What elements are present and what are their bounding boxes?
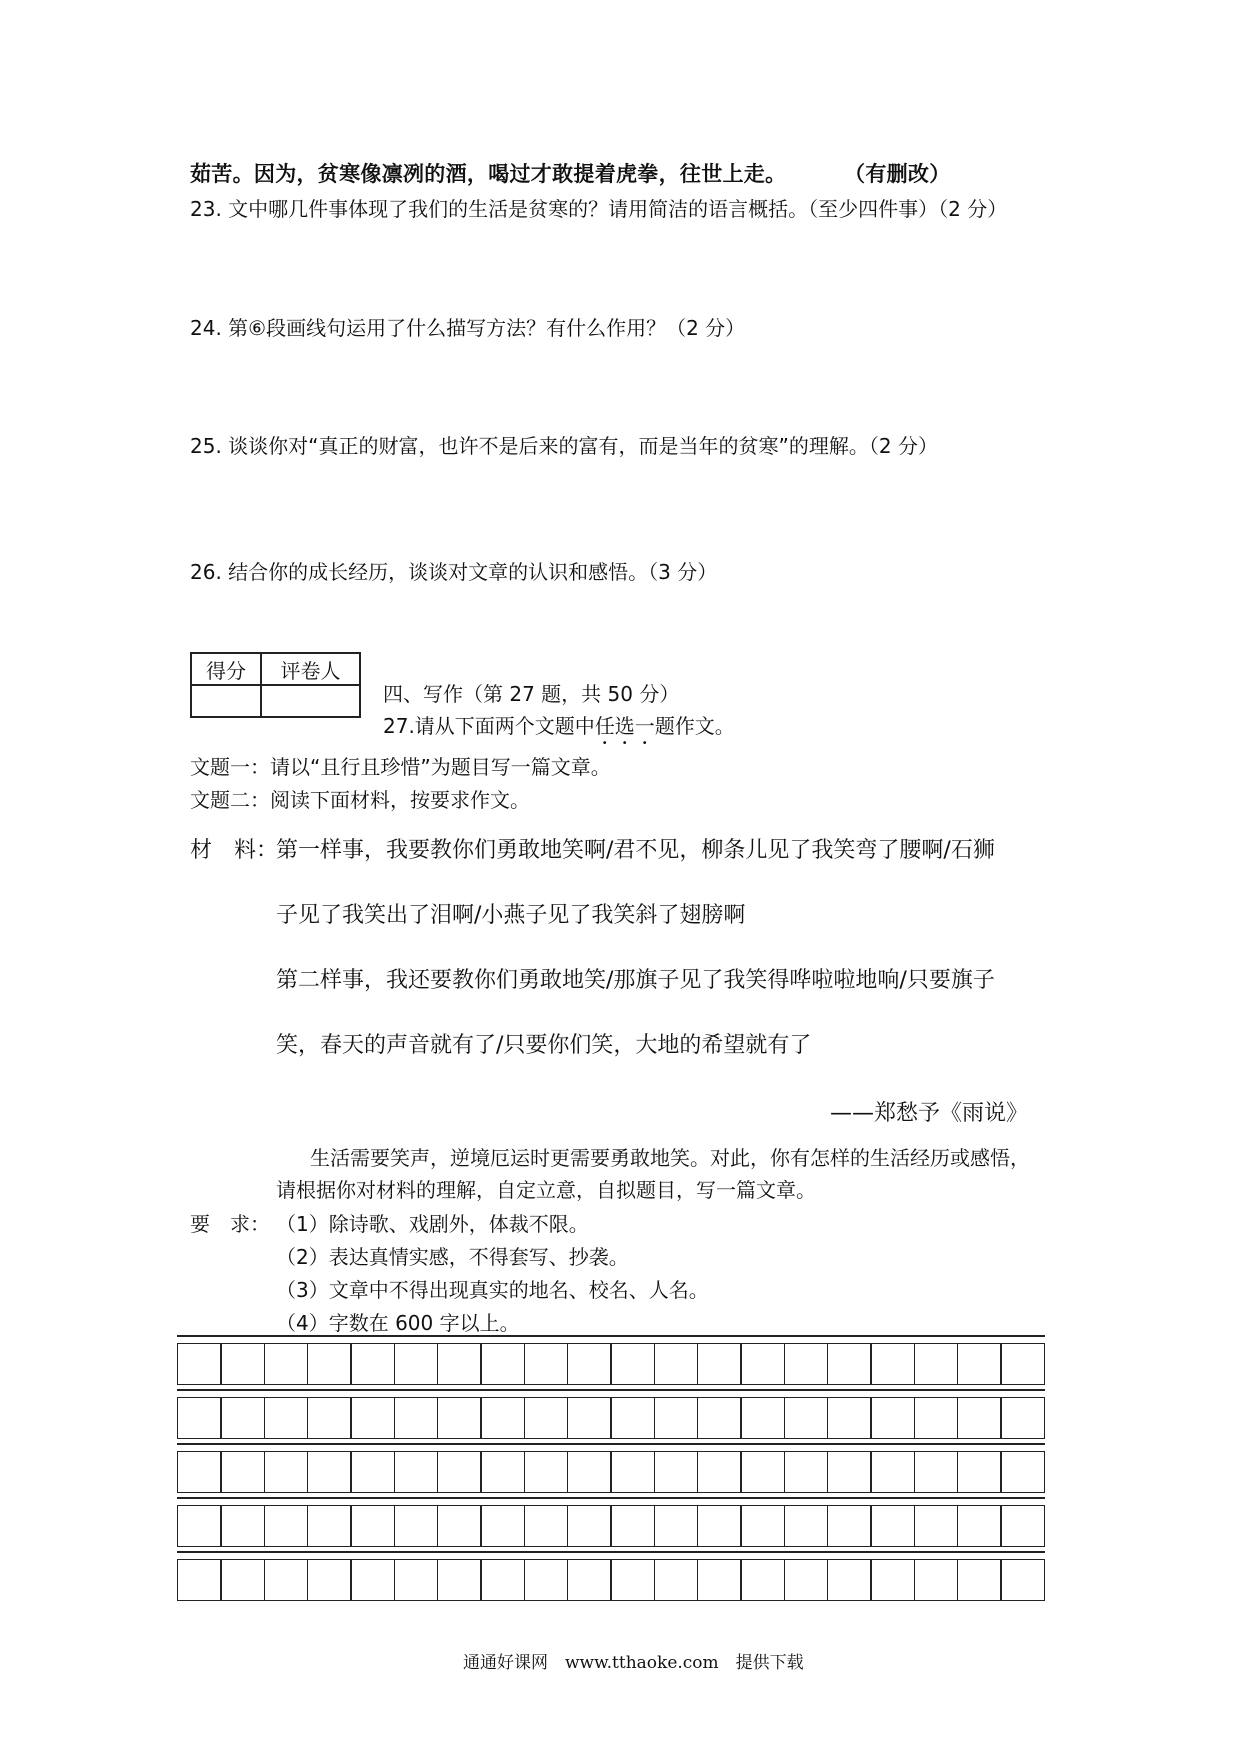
grid-cell[interactable] — [957, 1397, 1002, 1439]
grid-cell[interactable] — [1000, 1559, 1045, 1601]
grid-cell[interactable] — [870, 1451, 915, 1493]
grid-cell[interactable] — [914, 1505, 959, 1547]
passage-closing-line — [190, 158, 951, 188]
requirement-1: （1）除诗歌、戏剧外，体裁不限。 — [276, 1212, 589, 1236]
grid-cell[interactable] — [740, 1559, 785, 1601]
grid-cell[interactable] — [394, 1451, 439, 1493]
grid-row — [177, 1343, 1045, 1385]
grid-cell[interactable] — [740, 1343, 785, 1385]
grid-cell[interactable] — [610, 1397, 655, 1439]
grid-cell[interactable] — [220, 1451, 265, 1493]
question-24: 24. 第⑥段画线句运用了什么描写方法？有什么作用？（2 分） — [190, 316, 746, 340]
grid-cell[interactable] — [870, 1505, 915, 1547]
requirement-4: （4）字数在 600 字以上。 — [276, 1311, 520, 1335]
material-line-4: 笑，春天的声音就有了/只要你们笑，大地的希望就有了 — [276, 1033, 812, 1058]
grid-row — [177, 1397, 1045, 1439]
grid-cell[interactable] — [827, 1397, 872, 1439]
grid-cell[interactable] — [784, 1505, 829, 1547]
grid-cell[interactable] — [784, 1559, 829, 1601]
grid-cell[interactable] — [740, 1451, 785, 1493]
grid-cell[interactable] — [567, 1505, 612, 1547]
footer-source: 通通好课网 www.tthaoke.com 提供下载 — [463, 1653, 804, 1673]
score-header: 得分 — [191, 653, 261, 685]
grid-cell[interactable] — [697, 1559, 742, 1601]
grid-cell[interactable] — [524, 1451, 569, 1493]
grid-cell[interactable] — [307, 1559, 352, 1601]
grid-cell[interactable] — [524, 1397, 569, 1439]
grid-cell[interactable] — [350, 1451, 395, 1493]
material-line-3: 第二样事，我还要教你们勇敢地笑/那旗子见了我笑得哗啦啦地响/只要旗子 — [276, 968, 995, 993]
grid-cell[interactable] — [914, 1451, 959, 1493]
grid-cell[interactable] — [740, 1397, 785, 1439]
grid-cell[interactable] — [957, 1343, 1002, 1385]
edit-note: （有删改） — [844, 162, 951, 186]
grid-cell[interactable] — [1000, 1343, 1045, 1385]
grid-cell[interactable] — [394, 1505, 439, 1547]
grid-cell[interactable] — [654, 1397, 699, 1439]
grid-separator-line — [177, 1551, 1045, 1553]
grid-cell[interactable] — [870, 1559, 915, 1601]
material-line-1: 第一样事，我要教你们勇敢地笑啊/君不见，柳条儿见了我笑弯了腰啊/石狮 — [276, 838, 995, 863]
grid-cell[interactable] — [177, 1505, 222, 1547]
grid-cell[interactable] — [827, 1343, 872, 1385]
grid-cell[interactable] — [567, 1559, 612, 1601]
topic-one: 文题一：请以“且行且珍惜”为题目写一篇文章。 — [190, 755, 611, 779]
grid-cell[interactable] — [480, 1559, 525, 1601]
writing-prompt-suffix: 题作文。 — [654, 714, 735, 738]
grid-cell[interactable] — [437, 1343, 482, 1385]
writing-prompt — [383, 710, 735, 749]
writing-prompt-emphasis: 任选一 — [594, 714, 655, 738]
score-cell[interactable] — [191, 685, 261, 717]
grid-cell[interactable] — [567, 1343, 612, 1385]
material-attribution: ——郑愁予《雨说》 — [830, 1101, 1029, 1126]
grid-row — [177, 1505, 1045, 1547]
writing-prompt-prefix: 27.请从下面两个文题中 — [383, 714, 595, 738]
grid-cell[interactable] — [697, 1505, 742, 1547]
grid-cell[interactable] — [957, 1451, 1002, 1493]
grid-cell[interactable] — [957, 1505, 1002, 1547]
grid-cell[interactable] — [480, 1343, 525, 1385]
question-23: 23. 文中哪几件事体现了我们的生活是贫寒的？请用简洁的语言概括。（至少四件事）（2 分） — [190, 197, 1008, 221]
grid-cell[interactable] — [957, 1559, 1002, 1601]
grid-separator-line — [177, 1497, 1045, 1499]
requirement-3: （3）文章中不得出现真实的地名、校名、人名。 — [276, 1278, 709, 1302]
grid-cell[interactable] — [610, 1559, 655, 1601]
grid-cell[interactable] — [394, 1397, 439, 1439]
grid-cell[interactable] — [870, 1343, 915, 1385]
grid-cell[interactable] — [1000, 1451, 1045, 1493]
grid-cell[interactable] — [524, 1505, 569, 1547]
grid-cell[interactable] — [177, 1397, 222, 1439]
grid-cell[interactable] — [784, 1343, 829, 1385]
grid-cell[interactable] — [654, 1559, 699, 1601]
material-line-2: 子见了我笑出了泪啊/小燕子见了我笑斜了翅膀啊 — [276, 903, 746, 928]
requirement-2: （2）表达真情实感，不得套写、抄袭。 — [276, 1245, 629, 1269]
grid-cell[interactable] — [740, 1505, 785, 1547]
grid-cell[interactable] — [480, 1451, 525, 1493]
grid-cell[interactable] — [437, 1451, 482, 1493]
grid-cell[interactable] — [697, 1451, 742, 1493]
grid-cell[interactable] — [307, 1451, 352, 1493]
grid-cell[interactable] — [827, 1505, 872, 1547]
grid-cell[interactable] — [264, 1559, 309, 1601]
grid-cell[interactable] — [1000, 1505, 1045, 1547]
grid-cell[interactable] — [220, 1397, 265, 1439]
grid-cell[interactable] — [784, 1397, 829, 1439]
grid-cell[interactable] — [697, 1343, 742, 1385]
grid-cell[interactable] — [264, 1397, 309, 1439]
grid-cell[interactable] — [870, 1397, 915, 1439]
grid-cell[interactable] — [307, 1505, 352, 1547]
grid-row — [177, 1451, 1045, 1493]
grid-cell[interactable] — [827, 1451, 872, 1493]
grid-cell[interactable] — [177, 1343, 222, 1385]
score-table — [190, 652, 361, 718]
grid-cell[interactable] — [480, 1505, 525, 1547]
grid-cell[interactable] — [610, 1505, 655, 1547]
grid-cell[interactable] — [914, 1559, 959, 1601]
grid-cell[interactable] — [567, 1397, 612, 1439]
grid-cell[interactable] — [220, 1343, 265, 1385]
grid-cell[interactable] — [437, 1505, 482, 1547]
grid-row — [177, 1559, 1045, 1601]
grid-cell[interactable] — [394, 1343, 439, 1385]
grid-cell[interactable] — [220, 1505, 265, 1547]
grid-separator-line — [177, 1335, 1045, 1337]
grader-header: 评卷人 — [261, 653, 360, 685]
grid-cell[interactable] — [697, 1397, 742, 1439]
composition-grid[interactable] — [177, 1335, 1045, 1625]
grid-cell[interactable] — [914, 1397, 959, 1439]
grid-cell[interactable] — [610, 1451, 655, 1493]
topic-two: 文题二：阅读下面材料，按要求作文。 — [190, 788, 530, 812]
grid-cell[interactable] — [177, 1451, 222, 1493]
grid-cell[interactable] — [307, 1397, 352, 1439]
question-26: 26. 结合你的成长经历，谈谈对文章的认识和感悟。（3 分） — [190, 560, 718, 584]
grid-cell[interactable] — [264, 1505, 309, 1547]
grid-cell[interactable] — [394, 1559, 439, 1601]
grid-cell[interactable] — [654, 1343, 699, 1385]
grid-cell[interactable] — [437, 1397, 482, 1439]
grid-cell[interactable] — [524, 1343, 569, 1385]
grid-cell[interactable] — [567, 1451, 612, 1493]
grid-cell[interactable] — [350, 1505, 395, 1547]
grid-cell[interactable] — [914, 1343, 959, 1385]
writing-section-title: 四、写作（第 27 题，共 50 分） — [383, 682, 680, 706]
grid-separator-line — [177, 1389, 1045, 1391]
grader-cell[interactable] — [261, 685, 360, 717]
grid-cell[interactable] — [437, 1559, 482, 1601]
grid-cell[interactable] — [350, 1559, 395, 1601]
grid-cell[interactable] — [827, 1559, 872, 1601]
grid-cell[interactable] — [350, 1397, 395, 1439]
question-25: 25. 谈谈你对“真正的财富，也许不是后来的富有，而是当年的贫寒”的理解。（2 分） — [190, 434, 938, 458]
grid-cell[interactable] — [264, 1343, 309, 1385]
grid-cell[interactable] — [480, 1397, 525, 1439]
guide-line-1: 生活需要笑声，逆境厄运时更需要勇敢地笑。对此，你有怎样的生活经历或感悟， — [310, 1146, 1030, 1170]
grid-cell[interactable] — [654, 1451, 699, 1493]
grid-separator-line — [177, 1443, 1045, 1445]
grid-cell[interactable] — [177, 1559, 222, 1601]
grid-cell[interactable] — [220, 1559, 265, 1601]
passage-closing-text: 茹苦。因为，贫寒像凛冽的酒，喝过才敢提着虎拳，往世上走。 — [190, 162, 787, 186]
requirements-label: 要 求： — [190, 1212, 270, 1236]
grid-cell[interactable] — [524, 1559, 569, 1601]
guide-line-2: 请根据你对材料的理解，自定立意，自拟题目，写一篇文章。 — [276, 1178, 816, 1202]
material-label: 材 料： — [190, 838, 279, 863]
grid-cell[interactable] — [350, 1343, 395, 1385]
grid-cell[interactable] — [610, 1343, 655, 1385]
grid-cell[interactable] — [784, 1451, 829, 1493]
grid-cell[interactable] — [307, 1343, 352, 1385]
grid-cell[interactable] — [654, 1505, 699, 1547]
grid-cell[interactable] — [264, 1451, 309, 1493]
grid-cell[interactable] — [1000, 1397, 1045, 1439]
